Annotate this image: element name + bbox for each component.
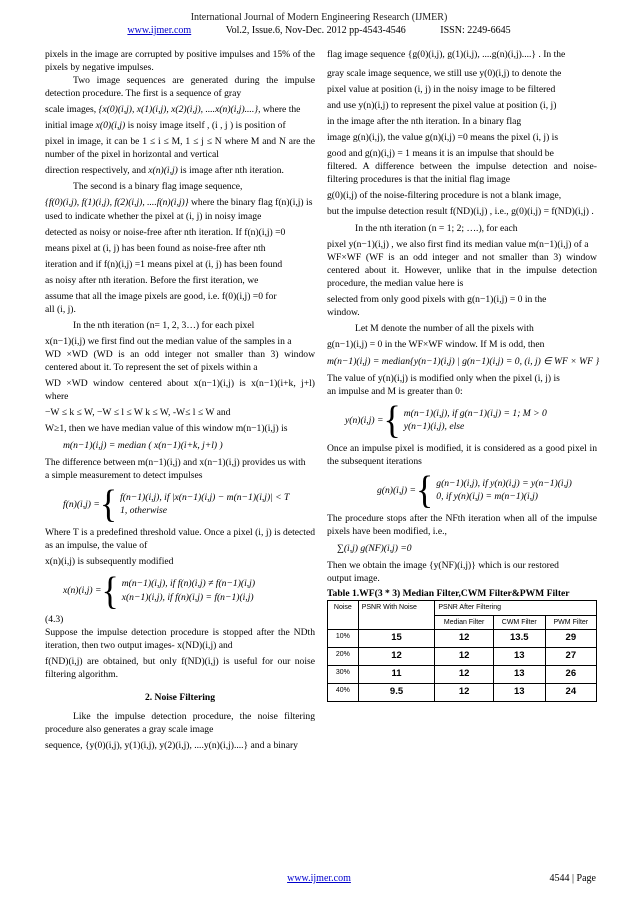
equation-lhs: x(n)(i,j) = (63, 584, 102, 596)
header-cwm: CWM Filter (493, 615, 545, 630)
paragraph: image g(n)(i,j), the value g(n)(i,j) =0 means the pixel (i, j) is (327, 132, 559, 144)
header-volume: Vol.2, Issue.6, Nov-Dec. 2012 pp-4543-4546 (225, 25, 406, 36)
paragraph: used to indicate whether the pixel at (i, j) in noisy image (45, 210, 262, 222)
section-heading: 2. Noise Filtering (144, 691, 216, 703)
cell-noise: 20% (328, 648, 359, 666)
table-header-row (328, 601, 597, 616)
left-brace: { (99, 482, 118, 527)
equation-case: m(n−1)(i,j), if g(n−1)(i,j) = 1; M > 0 (403, 408, 547, 420)
cell-median: 12 (435, 630, 494, 648)
paragraph: The procedure stops after the NFth iteration when all of the impulse pixels have been modified, i.e., (327, 513, 597, 538)
equation: {x(0)(i,j), x(1)(i,j), x(2)(i,j), ....x(n)(i,j)....} (98, 104, 259, 116)
paragraph: Suppose the impulse detection procedure is stopped after the NDth iteration, then two output images- x(ND)(i,j) and (45, 626, 315, 651)
equation-lhs: f(n)(i,j) = (63, 498, 100, 510)
cell-cwm: 13 (493, 648, 545, 666)
table-caption: Table 1.WF(3 * 3) Median Filter,CWM Filter&PWM Filter (327, 588, 570, 600)
cell-median: 12 (435, 648, 494, 666)
cell-noise: 10% (328, 630, 359, 648)
right-column (327, 48, 600, 702)
cell-psnr: 12 (358, 648, 435, 666)
equation: x(n)(i,j) (148, 165, 178, 177)
left-brace: { (101, 568, 119, 613)
paragraph: Once an impulse pixel is modified, it is considered as a good pixel in the subsequent iterations (327, 443, 597, 468)
table-row (328, 684, 597, 702)
equation-number: (4.3) (45, 613, 64, 625)
header-issn: ISSN: 2249-6645 (440, 25, 511, 36)
cell-median: 12 (435, 684, 494, 702)
footer-site-link[interactable]: www.ijmer.com (287, 873, 351, 884)
paragraph: x(n−1)(i,j) we first find out the median value of the samples in a (45, 335, 292, 347)
header-site-link[interactable]: www.ijmer.com (127, 25, 192, 36)
paragraph: −W ≤ k ≤ W, −W ≤ l ≤ W k ≤ W, -W≤ l ≤ W and (45, 407, 231, 419)
paragraph: sequence, {y(0)(i,j), y(1)(i,j), y(2)(i,j), ....y(n)(i,j)....} and a binary (45, 739, 298, 751)
table-row (328, 630, 597, 648)
flag-update-equation (377, 468, 597, 513)
text: is noisy image itself , (i , j ) is position of (127, 120, 286, 132)
cell-cwm: 13.5 (493, 630, 545, 648)
journal-title: International Journal of Modern Engineering Research (IJMER) (190, 12, 448, 23)
cell-psnr: 11 (358, 666, 435, 684)
paragraph: pixel in image, it can be 1 ≤ i ≤ M, 1 ≤ j ≤ N where M and N are the number of the pixel in horizontal and vertical (45, 136, 315, 161)
text: initial image (45, 120, 94, 132)
left-brace: { (415, 468, 434, 513)
paragraph: W≥1, then we have median value of this window m(n−1)(i,j) is (45, 423, 288, 435)
paragraph: x(n)(i,j) is subsequently modified (45, 556, 174, 568)
update-equation (63, 568, 315, 613)
paragraph: Let M denote the number of all the pixels with (355, 322, 534, 334)
paragraph: The difference between m(n−1)(i,j) and x(n−1)(i,j) provides us with (45, 457, 306, 469)
equation-case: 1, otherwise (120, 505, 168, 517)
header-psnr-with-noise: PSNR With Noise (358, 601, 435, 630)
paragraph: WF×WF (WF is an odd integer and not smaller than 3) window centered about it. However, unlike that in the impulse detection procedure, the median value here is (327, 251, 597, 289)
paragraph: and use y(n)(i,j) to represent the pixel value at position (i, j) (327, 100, 557, 112)
equation-case: g(n−1)(i,j), if y(n)(i,j) = y(n−1)(i,j) (436, 478, 572, 490)
paragraph: In the nth iteration (n = 1; 2; ….), for each (355, 222, 518, 234)
paragraph: in the image after the nth iteration. In a binary flag (327, 116, 522, 128)
paragraph: In the nth iteration (n= 1, 2, 3…) for each pixel (73, 319, 255, 331)
text: , where the (258, 104, 301, 116)
paragraph: good and g(n)(i,j) = 1 means it is an impulse that should be (327, 148, 554, 160)
cell-noise: 30% (328, 666, 359, 684)
equation-case: f(n−1)(i,j), if |x(n−1)(i,j) − m(n−1)(i,j)| < T (120, 492, 290, 504)
text: is image after nth iteration. (180, 165, 284, 177)
equation: {f(0)(i,j), f(1)(i,j), f(2)(i,j), ....f(n)(i,j)} (45, 197, 189, 209)
median-equation: m(n−1)(i,j) = median ( x(n−1)(i+k, j+l) ) (63, 440, 223, 452)
paragraph: selected from only good pixels with g(n−1)(i,j) = 0 in the (327, 293, 547, 305)
median-good-equation: m(n−1)(i,j) = median{y(n−1)(i,j) | g(n−1)(i,j) = 0, (i, j) ∈ WF × WF } (327, 355, 600, 367)
paragraph: means pixel at (i, j) has been found as noise-free after nth (45, 242, 266, 254)
paragraph: iteration and if f(n)(i,j) =1 means pixel at (i, j) has been found (45, 258, 283, 270)
paragraph: Where T is a predefined threshold value. Once a pixel (i, j) is detected as an impulse, the value of (45, 527, 315, 552)
paragraph: pixel value at position (i, j) in the noisy image to be filtered (327, 84, 556, 96)
stop-equation: ∑(i,j) g(NF)(i,j) =0 (337, 543, 412, 555)
cell-pwm: 27 (545, 648, 596, 666)
table-row (328, 648, 597, 666)
paragraph: an impulse and M is greater than 0: (327, 386, 463, 398)
equation: x(0)(i,j) (95, 120, 126, 132)
header-noise: Noise (328, 601, 359, 630)
paragraph: Like the impulse detection procedure, the noise filtering procedure also generates a gray scale image (45, 710, 315, 735)
paragraph: gray scale image sequence, we still use y(0)(i,j) to denote the (327, 68, 562, 80)
cell-psnr: 9.5 (358, 684, 435, 702)
equation-lhs: y(n)(i,j) = (345, 414, 384, 426)
left-column (45, 48, 315, 752)
equation-case: x(n−1)(i,j), if f(n)(i,j) = f(n−1)(i,j) (121, 591, 254, 603)
cell-psnr: 15 (358, 630, 435, 648)
paragraph (45, 196, 315, 209)
equation-case: 0, if y(n)(i,j) = m(n−1)(i,j) (436, 491, 538, 503)
header-median: Median Filter (435, 615, 494, 630)
paragraph: WD ×WD (WD is an odd integer not smaller than 3) window centered about it. To represent the set of pixels within a (45, 348, 315, 373)
paragraph: output image. (327, 573, 380, 585)
paragraph: WD ×WD window centered about x(n−1)(i,j) is x(n−1)(i+k, j+l) where (45, 378, 315, 403)
flag-equation (63, 482, 315, 527)
paragraph (45, 164, 315, 177)
paragraph: g(0)(i,j) of the noise-filtering procedure is not a blank image, (327, 190, 562, 202)
header-psnr-after: PSNR After Filtering (435, 601, 597, 616)
paragraph: f(ND)(i,j) are obtained, but only f(ND)(i,j) is useful for our noise filtering algorithm. (45, 655, 315, 680)
header-info-line (0, 24, 638, 38)
cell-pwm: 29 (545, 630, 596, 648)
paragraph: pixel y(n−1)(i,j) , we also first find its median value m(n−1)(i,j) of a (327, 238, 589, 250)
cell-cwm: 13 (493, 666, 545, 684)
paragraph (45, 119, 315, 132)
paragraph: detected as noisy or noise-free after nth iteration. If f(n)(i,j) =0 (45, 226, 286, 238)
filter-equation (345, 398, 597, 443)
cell-median: 12 (435, 666, 494, 684)
text: where the binary flag f(n)(i,j) is (190, 197, 313, 209)
paragraph: as noisy after nth iteration. Before the first iteration, we (45, 274, 259, 286)
paragraph: The second is a binary flag image sequence, (73, 181, 243, 193)
table-row (328, 666, 597, 684)
header-pwm: PWM Filter (545, 615, 596, 630)
paragraph: assume that all the image pixels are good, i.e. f(0)(i,j) =0 for (45, 290, 277, 302)
paragraph: all (i, j). (45, 303, 76, 315)
paragraph (45, 103, 315, 116)
paragraph: filtered. A difference between the impulse detection and noise-filtering procedures is that the initial flag image (327, 161, 597, 186)
cell-pwm: 24 (545, 684, 596, 702)
left-brace: { (383, 398, 401, 443)
cell-cwm: 13 (493, 684, 545, 702)
equation-case: m(n−1)(i,j), if f(n)(i,j) ≠ f(n−1)(i,j) (121, 578, 256, 590)
paragraph: g(n−1)(i,j) = 0 in the WF×WF window. If M is odd, then (327, 338, 545, 350)
paragraph: a simple measurement to detect impulses (45, 470, 203, 482)
equation-lhs: g(n)(i,j) = (377, 484, 416, 496)
cell-pwm: 26 (545, 666, 596, 684)
page-number: 4544 | Page (549, 873, 596, 884)
paragraph: flag image sequence {g(0)(i,j), g(1)(i,j), ....g(n)(i,j)....} . In the (327, 49, 566, 60)
paragraph: The value of y(n)(i,j) is modified only when the pixel (i, j) is (327, 372, 560, 384)
text: scale images, (45, 104, 97, 116)
results-table (327, 600, 597, 702)
paragraph: window. (327, 306, 360, 318)
paragraph: but the impulse detection result f(ND)(i,j) , i.e., g(0)(i,j) = f(ND)(i,j) . (327, 206, 594, 218)
paragraph: pixels in the image are corrupted by positive impulses and 15% of the pixels by negative impulses. (45, 49, 315, 74)
equation-case: y(n−1)(i,j), else (403, 421, 465, 433)
text: direction respectively, and (45, 165, 146, 177)
paragraph: Two image sequences are generated during the impulse detection procedure. The first is a sequence of gray (45, 75, 315, 100)
cell-noise: 40% (328, 684, 359, 702)
paragraph: Then we obtain the image {y(NF)(i,j)} which is our restored (327, 560, 559, 572)
